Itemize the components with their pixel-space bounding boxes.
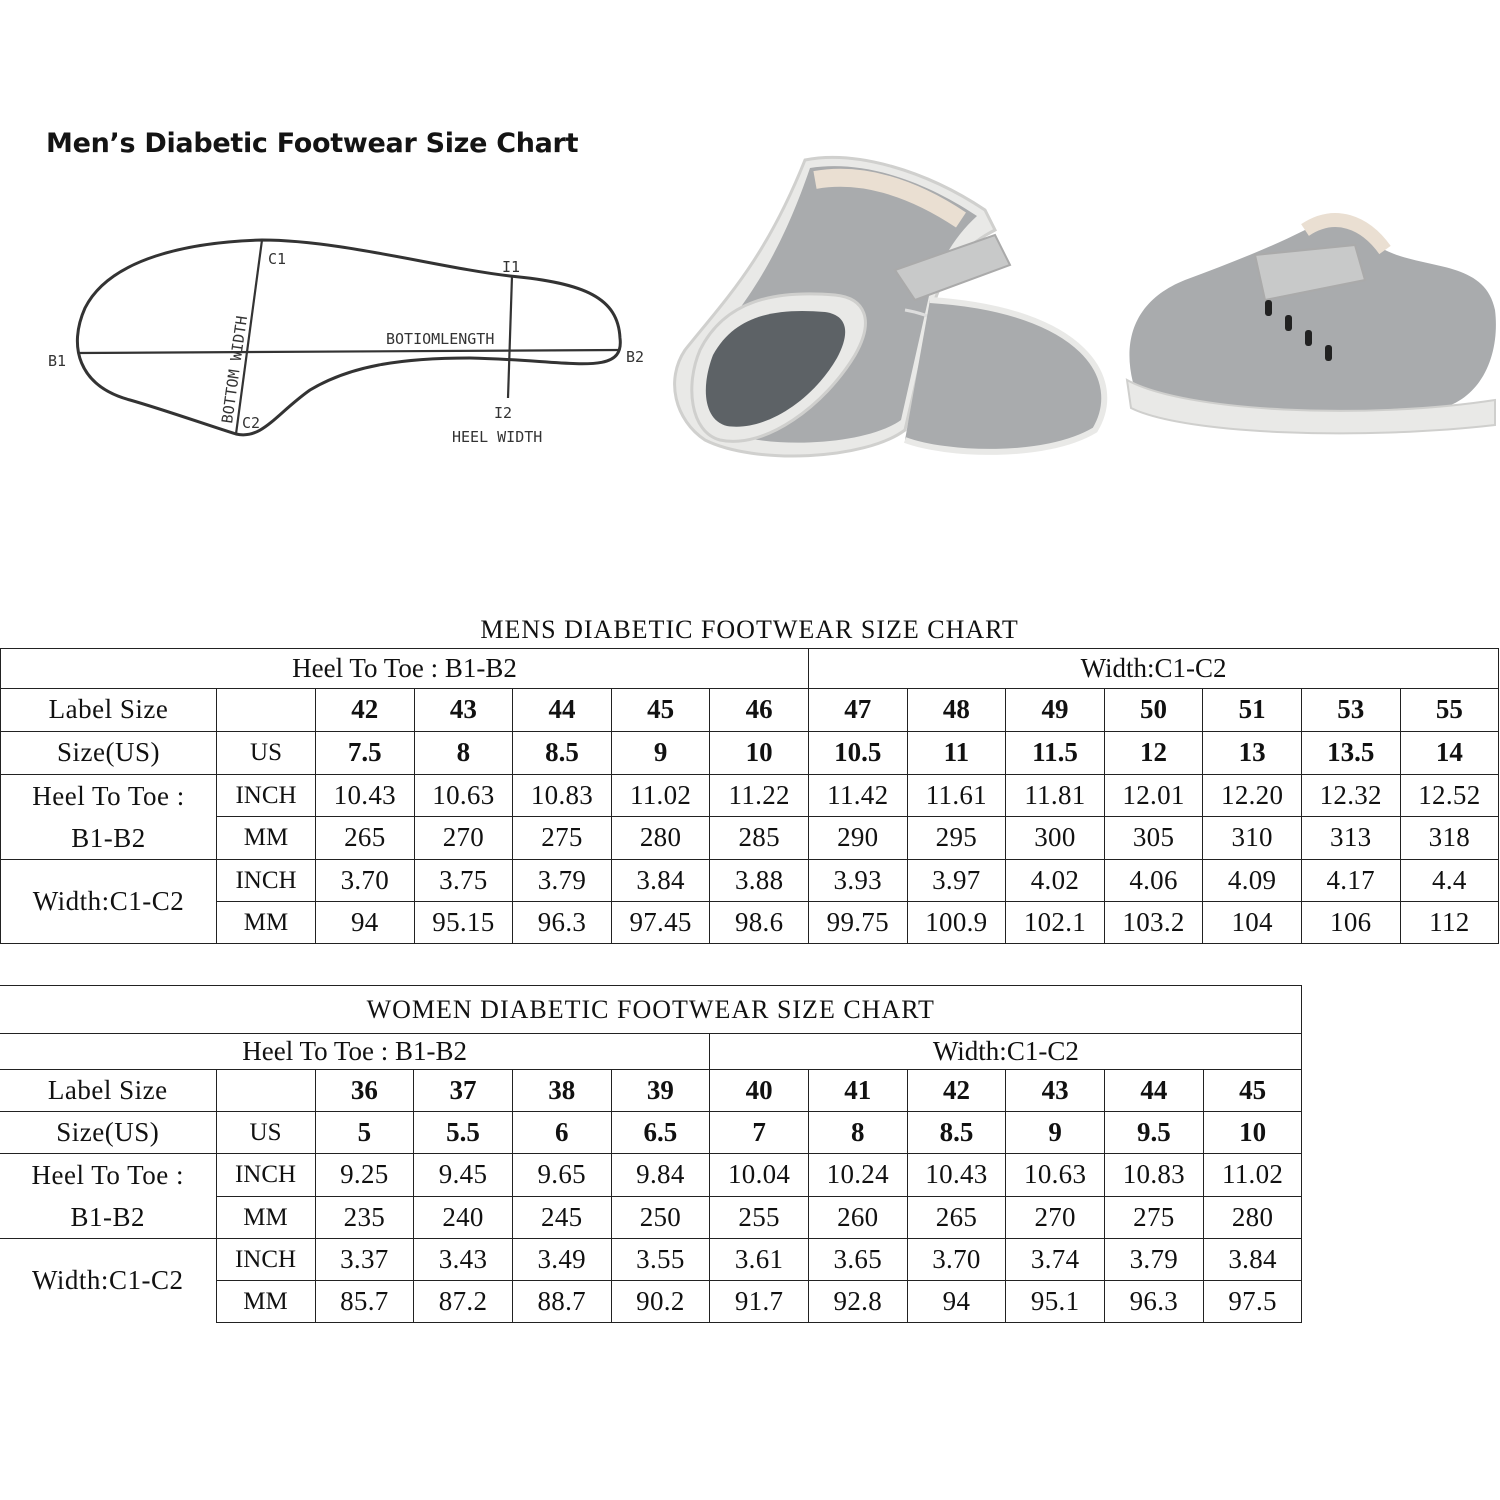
mens-heel-mm-cell: 318 <box>1400 817 1499 860</box>
womens-size-us-header: Size(US) <box>0 1112 216 1154</box>
mens-us-size-cell: 10 <box>710 731 809 774</box>
womens-label-size-cell: 44 <box>1105 1070 1204 1112</box>
mens-us-size-cell: 8 <box>414 731 513 774</box>
womens-heel-mm-cell: 260 <box>808 1196 907 1239</box>
mens-heel-inch-cell: 10.43 <box>316 774 415 817</box>
womens-table-title: WOMEN DIABETIC FOOTWEAR SIZE CHART <box>0 986 1302 1034</box>
womens-width-mm-cell: 85.7 <box>315 1281 414 1323</box>
womens-heel-to-toe-group: Heel To Toe : B1-B2 <box>0 1034 710 1070</box>
womens-width-inch-row <box>0 1239 1302 1281</box>
mens-us-size-cell: 8.5 <box>513 731 612 774</box>
womens-width-mm-cell: 94 <box>907 1281 1006 1323</box>
mens-label-size-cell: 50 <box>1104 688 1203 731</box>
mens-heel-mm-unit: MM <box>217 817 316 860</box>
womens-us-size-cell: 5.5 <box>414 1112 513 1154</box>
womens-width-mm-cell: 97.5 <box>1203 1281 1302 1323</box>
mens-width-inch-cell: 3.93 <box>808 859 907 901</box>
mens-us-size-cell: 11 <box>907 731 1006 774</box>
womens-heel-mm-cell: 250 <box>611 1196 710 1239</box>
mens-label-size-cell: 44 <box>513 688 612 731</box>
mens-width-inch-cell: 3.70 <box>316 859 415 901</box>
mens-label-size-cell: 55 <box>1400 688 1499 731</box>
mens-heel-mm-cell: 295 <box>907 817 1006 860</box>
womens-heel-inch-cell: 10.43 <box>907 1154 1006 1197</box>
womens-width-inch-unit: INCH <box>216 1239 315 1281</box>
womens-width-inch-cell: 3.37 <box>315 1239 414 1281</box>
womens-heel-mm-cell: 275 <box>1105 1196 1204 1239</box>
mens-width-mm-row <box>1 901 1499 943</box>
mens-us-size-cell: 12 <box>1104 731 1203 774</box>
label-b2: B2 <box>626 348 645 366</box>
mens-width-mm-cell: 94 <box>316 901 415 943</box>
womens-heel-inch-cell: 11.02 <box>1203 1154 1302 1197</box>
mens-us-size-cell: 9 <box>611 731 710 774</box>
mens-width-mm-cell: 102.1 <box>1006 901 1105 943</box>
mens-width-inch-cell: 4.4 <box>1400 859 1499 901</box>
page-title: Men’s Diabetic Footwear Size Chart <box>46 128 579 159</box>
label-bottom-length: BOTIOMLENGTH <box>386 330 495 348</box>
mens-width-mm-cell: 112 <box>1400 901 1499 943</box>
label-bottom-width: BOTTOM WIDTH <box>218 314 252 425</box>
womens-width-mm-unit: MM <box>216 1281 315 1323</box>
mens-width-inch-row <box>1 859 1499 901</box>
mens-label-size-cell: 46 <box>710 688 809 731</box>
womens-label-size-cell: 42 <box>907 1070 1006 1112</box>
mens-size-us-header: Size(US) <box>1 731 217 774</box>
mens-heel-mm-cell: 275 <box>513 817 612 860</box>
mens-heel-inch-cell: 10.63 <box>414 774 513 817</box>
womens-us-size-cell: 9 <box>1006 1112 1105 1154</box>
left-shoe <box>675 157 1105 456</box>
mens-width-group: Width:C1-C2 <box>808 648 1498 688</box>
mens-us-size-cell: 7.5 <box>316 731 415 774</box>
womens-width-inch-cell: 3.65 <box>808 1239 907 1281</box>
womens-heel-mm-cell: 240 <box>414 1196 513 1239</box>
womens-us-size-cell: 5 <box>315 1112 414 1154</box>
mens-heel-inch-cell: 12.01 <box>1104 774 1203 817</box>
womens-width-inch-cell: 3.70 <box>907 1239 1006 1281</box>
mens-size-chart-table <box>0 612 1499 944</box>
mens-label-size-cell: 47 <box>808 688 907 731</box>
womens-width-inch-cell: 3.43 <box>414 1239 513 1281</box>
heel-width-line <box>508 276 512 398</box>
mens-width-inch-cell: 3.75 <box>414 859 513 901</box>
mens-heel-inch-cell: 11.22 <box>710 774 809 817</box>
mens-label-size-cell: 42 <box>316 688 415 731</box>
womens-width-inch-cell: 3.55 <box>611 1239 710 1281</box>
foot-outline <box>77 240 620 435</box>
womens-label-size-unit <box>216 1070 315 1112</box>
womens-width-mm-cell: 91.7 <box>710 1281 809 1323</box>
mens-heel-mm-cell: 313 <box>1301 817 1400 860</box>
mens-width-mm-cell: 95.15 <box>414 901 513 943</box>
womens-heel-inch-row <box>0 1154 1302 1197</box>
mens-heel-inch-unit: INCH <box>217 774 316 817</box>
bottom-length-line <box>78 350 620 353</box>
womens-us-size-cell: 6 <box>512 1112 611 1154</box>
right-shoe <box>1127 220 1496 433</box>
womens-width-mm-cell: 88.7 <box>512 1281 611 1323</box>
mens-heel-inch-cell: 11.02 <box>611 774 710 817</box>
mens-heel-mm-cell: 285 <box>710 817 809 860</box>
womens-heel-mm-cell: 280 <box>1203 1196 1302 1239</box>
mens-heel-inch-cell: 12.32 <box>1301 774 1400 817</box>
mens-width-inch-cell: 3.84 <box>611 859 710 901</box>
mens-heel-inch-cell: 11.61 <box>907 774 1006 817</box>
mens-heel-to-toe-label <box>1 774 217 859</box>
mens-label-size-row <box>1 688 1499 731</box>
womens-size-chart-table <box>0 985 1302 1323</box>
womens-heel-inch-cell: 9.45 <box>414 1154 513 1197</box>
mens-label-size-header: Label Size <box>1 688 217 731</box>
womens-label-size-cell: 37 <box>414 1070 513 1112</box>
mens-width-inch-unit: INCH <box>217 859 316 901</box>
womens-heel-mm-cell: 265 <box>907 1196 1006 1239</box>
womens-heel-mm-cell: 270 <box>1006 1196 1105 1239</box>
womens-label-size-cell: 36 <box>315 1070 414 1112</box>
womens-label-size-cell: 38 <box>512 1070 611 1112</box>
womens-us-size-cell: 6.5 <box>611 1112 710 1154</box>
label-heel-width: HEEL WIDTH <box>452 428 543 446</box>
mens-label-size-cell: 48 <box>907 688 1006 731</box>
womens-label-size-row <box>0 1070 1302 1112</box>
womens-label-size-cell: 41 <box>808 1070 907 1112</box>
mens-heel-mm-cell: 300 <box>1006 817 1105 860</box>
mens-heel-label-line1: Heel To Toe : <box>32 780 185 811</box>
mens-us-size-cell: 10.5 <box>808 731 907 774</box>
mens-us-size-cell: 11.5 <box>1006 731 1105 774</box>
womens-label-size-cell: 40 <box>710 1070 809 1112</box>
mens-heel-inch-cell: 12.20 <box>1203 774 1302 817</box>
womens-label-size-cell: 43 <box>1006 1070 1105 1112</box>
womens-heel-inch-cell: 9.25 <box>315 1154 414 1197</box>
womens-heel-inch-cell: 10.83 <box>1105 1154 1204 1197</box>
mens-width-inch-cell: 3.79 <box>513 859 612 901</box>
label-c2: C2 <box>242 414 261 432</box>
mens-label-size-cell: 43 <box>414 688 513 731</box>
womens-heel-inch-cell: 9.65 <box>512 1154 611 1197</box>
mens-label-size-cell: 49 <box>1006 688 1105 731</box>
womens-heel-inch-cell: 9.84 <box>611 1154 710 1197</box>
womens-width-label: Width:C1-C2 <box>0 1239 216 1323</box>
mens-heel-mm-cell: 310 <box>1203 817 1302 860</box>
label-i2: I2 <box>494 404 513 422</box>
mens-us-size-cell: 13 <box>1203 731 1302 774</box>
mens-us-size-cell: 13.5 <box>1301 731 1400 774</box>
mens-label-size-unit <box>217 688 316 731</box>
mens-heel-mm-row <box>1 817 1499 860</box>
womens-heel-to-toe-label <box>0 1154 216 1239</box>
womens-heel-inch-cell: 10.04 <box>710 1154 809 1197</box>
mens-heel-to-toe-group: Heel To Toe : B1-B2 <box>1 648 809 688</box>
womens-label-size-cell: 45 <box>1203 1070 1302 1112</box>
label-b1: B1 <box>48 352 67 370</box>
label-i1: I1 <box>502 258 521 276</box>
mens-width-mm-cell: 98.6 <box>710 901 809 943</box>
mens-width-mm-cell: 100.9 <box>907 901 1006 943</box>
mens-table-title: MENS DIABETIC FOOTWEAR SIZE CHART <box>1 612 1499 648</box>
womens-heel-inch-cell: 10.63 <box>1006 1154 1105 1197</box>
womens-width-mm-cell: 90.2 <box>611 1281 710 1323</box>
mens-heel-mm-cell: 290 <box>808 817 907 860</box>
label-c1: C1 <box>268 250 287 268</box>
mens-us-size-row <box>1 731 1499 774</box>
shoe-product-photo <box>665 150 1500 470</box>
mens-heel-mm-cell: 305 <box>1104 817 1203 860</box>
mens-heel-inch-cell: 10.83 <box>513 774 612 817</box>
womens-label-size-header: Label Size <box>0 1070 216 1112</box>
womens-us-size-row <box>0 1112 1302 1154</box>
mens-width-inch-cell: 4.02 <box>1006 859 1105 901</box>
mens-width-mm-cell: 99.75 <box>808 901 907 943</box>
mens-heel-mm-cell: 265 <box>316 817 415 860</box>
womens-width-inch-cell: 3.49 <box>512 1239 611 1281</box>
womens-us-size-cell: 10 <box>1203 1112 1302 1154</box>
mens-us-size-cell: 14 <box>1400 731 1499 774</box>
mens-label-size-cell: 53 <box>1301 688 1400 731</box>
mens-width-label: Width:C1-C2 <box>1 859 217 943</box>
womens-heel-inch-cell: 10.24 <box>808 1154 907 1197</box>
mens-width-mm-cell: 97.45 <box>611 901 710 943</box>
womens-width-mm-cell: 92.8 <box>808 1281 907 1323</box>
mens-heel-inch-row <box>1 774 1499 817</box>
womens-width-mm-cell: 87.2 <box>414 1281 513 1323</box>
mens-heel-label-line2: B1-B2 <box>71 822 146 853</box>
mens-width-mm-unit: MM <box>217 901 316 943</box>
womens-width-mm-cell: 95.1 <box>1006 1281 1105 1323</box>
womens-heel-label-line1: Heel To Toe : <box>31 1160 184 1190</box>
foot-measurement-diagram <box>40 228 660 458</box>
womens-heel-mm-cell: 245 <box>512 1196 611 1239</box>
mens-width-mm-cell: 106 <box>1301 901 1400 943</box>
mens-width-mm-cell: 103.2 <box>1104 901 1203 943</box>
mens-heel-inch-cell: 12.52 <box>1400 774 1499 817</box>
mens-us-unit: US <box>217 731 316 774</box>
womens-width-inch-cell: 3.84 <box>1203 1239 1302 1281</box>
mens-heel-inch-cell: 11.42 <box>808 774 907 817</box>
mens-label-size-cell: 51 <box>1203 688 1302 731</box>
mens-width-mm-cell: 96.3 <box>513 901 612 943</box>
womens-heel-mm-cell: 255 <box>710 1196 809 1239</box>
womens-width-inch-cell: 3.74 <box>1006 1239 1105 1281</box>
mens-width-inch-cell: 3.88 <box>710 859 809 901</box>
mens-width-inch-cell: 3.97 <box>907 859 1006 901</box>
mens-width-mm-cell: 104 <box>1203 901 1302 943</box>
mens-heel-mm-cell: 270 <box>414 817 513 860</box>
womens-width-inch-cell: 3.61 <box>710 1239 809 1281</box>
womens-heel-inch-unit: INCH <box>216 1154 315 1197</box>
mens-width-inch-cell: 4.09 <box>1203 859 1302 901</box>
womens-label-size-cell: 39 <box>611 1070 710 1112</box>
mens-width-inch-cell: 4.17 <box>1301 859 1400 901</box>
mens-width-inch-cell: 4.06 <box>1104 859 1203 901</box>
womens-us-size-cell: 9.5 <box>1105 1112 1204 1154</box>
womens-heel-label-line2: B1-B2 <box>70 1202 145 1232</box>
womens-width-group: Width:C1-C2 <box>710 1034 1302 1070</box>
womens-us-size-cell: 8 <box>808 1112 907 1154</box>
womens-heel-mm-unit: MM <box>216 1196 315 1239</box>
womens-us-size-cell: 8.5 <box>907 1112 1006 1154</box>
mens-heel-inch-cell: 11.81 <box>1006 774 1105 817</box>
womens-width-mm-cell: 96.3 <box>1105 1281 1204 1323</box>
womens-heel-mm-cell: 235 <box>315 1196 414 1239</box>
womens-us-unit: US <box>216 1112 315 1154</box>
mens-label-size-cell: 45 <box>611 688 710 731</box>
womens-us-size-cell: 7 <box>710 1112 809 1154</box>
mens-heel-mm-cell: 280 <box>611 817 710 860</box>
womens-width-inch-cell: 3.79 <box>1105 1239 1204 1281</box>
